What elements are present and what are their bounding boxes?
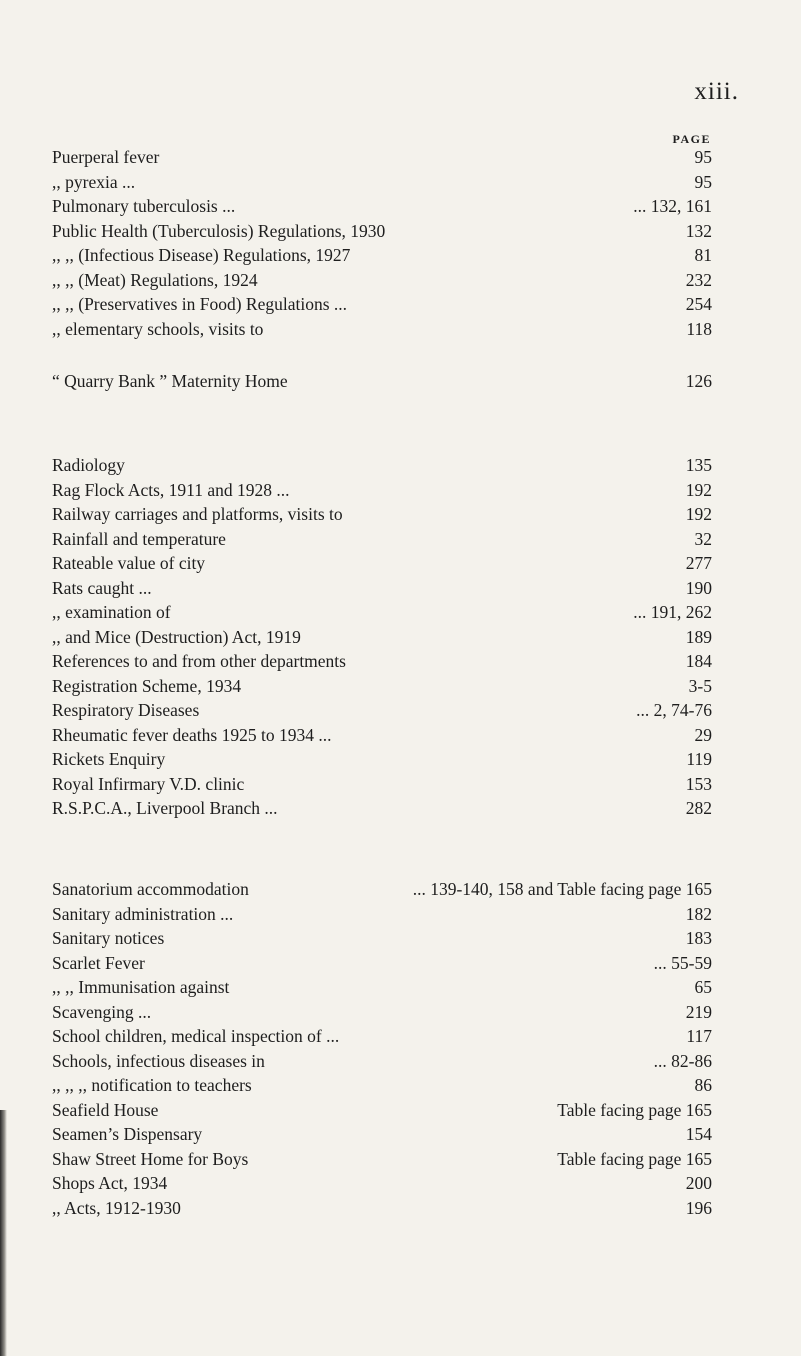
index-entry-page: 282 bbox=[685, 798, 712, 818]
index-entry-text: ,, elementary schools, visits to bbox=[52, 318, 264, 339]
index-entry-page: ... 2, 74-76 bbox=[636, 700, 712, 720]
index-entry-page: 277 bbox=[685, 553, 712, 573]
index-entry-page: 29 bbox=[694, 724, 712, 745]
index-entry bbox=[0, 1000, 801, 1024]
index-entry-page: 254 bbox=[685, 294, 712, 314]
index-entry-page: 182 bbox=[685, 903, 712, 924]
index-entry-reference: Table facing page 165 bbox=[557, 1099, 712, 1120]
index-entry-text: Sanitary administration ... bbox=[52, 903, 234, 924]
index-entry-page: ... 82-86 bbox=[653, 1050, 712, 1071]
index-entry-text: ,, ,, (Infectious Disease) Regulations, 1927 bbox=[52, 245, 351, 265]
index-entry-text: Scarlet Fever bbox=[52, 952, 145, 973]
index-entry-text: Seamen’s Dispensary bbox=[52, 1124, 203, 1144]
index-entry-text: Pulmonary tuberculosis ... bbox=[52, 196, 236, 216]
index-entry bbox=[0, 902, 801, 926]
index-entry-page: 118 bbox=[686, 318, 712, 339]
index-entry-page: 3-5 bbox=[688, 675, 712, 696]
index-entry bbox=[0, 649, 801, 673]
index-entry bbox=[0, 1196, 801, 1220]
index-entry bbox=[0, 268, 801, 292]
index-entry-page: 86 bbox=[694, 1075, 712, 1095]
index-entry-text: ,, ,, (Preservatives in Food) Regulations ... bbox=[52, 294, 348, 314]
index-entry-text: Radiology bbox=[52, 455, 125, 475]
index-entry bbox=[0, 926, 801, 950]
page-number: xiii. bbox=[694, 78, 739, 105]
index-entry-page: 184 bbox=[685, 651, 712, 671]
index-entry-page: 189 bbox=[685, 626, 712, 647]
index-entry-text: Rateable value of city bbox=[52, 553, 206, 573]
index-entry-text: ,, ,, Immunisation against bbox=[52, 977, 230, 997]
index-entry bbox=[0, 1147, 801, 1171]
index-entry bbox=[0, 674, 801, 698]
index-entry-page: 65 bbox=[694, 977, 712, 997]
index-entry-page: 196 bbox=[685, 1197, 712, 1218]
index-entry-page: ... 55-59 bbox=[653, 952, 712, 973]
index-entry-text: Registration Scheme, 1934 bbox=[52, 675, 242, 696]
index-entry-text: Shops Act, 1934 bbox=[52, 1173, 168, 1193]
index-entry-page: 154 bbox=[685, 1124, 712, 1144]
index-entry-page: 190 bbox=[685, 577, 712, 598]
index-entry-page: 219 bbox=[685, 1001, 712, 1022]
index-entry bbox=[0, 1122, 801, 1146]
index-entry bbox=[0, 317, 801, 341]
index-entry bbox=[0, 698, 801, 722]
index-entry-text: Rainfall and temperature bbox=[52, 528, 226, 549]
index-entry bbox=[0, 170, 801, 194]
index-entry-page: 95 bbox=[694, 171, 712, 192]
index-entry-text: School children, medical inspection of ... bbox=[52, 1026, 340, 1046]
index-entry-text: ,, Acts, 1912-1930 bbox=[52, 1197, 181, 1218]
index-entry bbox=[0, 1024, 801, 1048]
index-entry bbox=[0, 1073, 801, 1097]
index-entry-text: ,, and Mice (Destruction) Act, 1919 bbox=[52, 626, 301, 647]
index-entry-page: ... 191, 262 bbox=[633, 602, 712, 622]
index-entry bbox=[0, 243, 801, 267]
index-entry-page: 192 bbox=[685, 504, 712, 524]
index-entry-page: 153 bbox=[685, 773, 712, 794]
index-entry bbox=[0, 502, 801, 526]
index-entry-text: R.S.P.C.A., Liverpool Branch ... bbox=[52, 798, 278, 818]
index-entry-page: 232 bbox=[685, 269, 712, 290]
index-entry bbox=[0, 1049, 801, 1073]
index-entry-text: Sanitary notices bbox=[52, 928, 165, 948]
index-entry-text: ,, examination of bbox=[52, 602, 171, 622]
index-entry bbox=[0, 1098, 801, 1122]
index-entry-text: Rickets Enquiry bbox=[52, 749, 166, 769]
index-entry bbox=[0, 877, 801, 901]
index-entry-page: 126 bbox=[685, 371, 712, 391]
index-entry bbox=[0, 723, 801, 747]
index-entry bbox=[0, 145, 801, 169]
index-entry bbox=[0, 975, 801, 999]
index-entry-page: 32 bbox=[694, 528, 712, 549]
index-entry bbox=[0, 194, 801, 218]
index-entry-page: 200 bbox=[685, 1173, 712, 1193]
index-entry bbox=[0, 1171, 801, 1195]
index-entry-page: 95 bbox=[694, 147, 712, 167]
index-entry bbox=[0, 369, 801, 393]
index-entry-text: Rag Flock Acts, 1911 and 1928 ... bbox=[52, 479, 290, 500]
index-entry-reference: Table facing page 165 bbox=[557, 1148, 712, 1169]
index-entry-text: ,, pyrexia ... bbox=[52, 171, 136, 192]
index-entry bbox=[0, 600, 801, 624]
index-entry bbox=[0, 796, 801, 820]
index-entry bbox=[0, 625, 801, 649]
page-column-heading: PAGE bbox=[672, 132, 711, 146]
index-entry-page: 132 bbox=[685, 220, 712, 241]
index-entry-page: 119 bbox=[686, 749, 712, 769]
index-entry-reference: ... 139-140, 158 and Table facing page 165 bbox=[412, 879, 712, 899]
index-entry-page: 183 bbox=[685, 928, 712, 948]
index-entry-text: ,, ,, ,, notification to teachers bbox=[52, 1075, 252, 1095]
index-entry-text: Royal Infirmary V.D. clinic bbox=[52, 773, 245, 794]
index-entry-text: Rats caught ... bbox=[52, 577, 152, 598]
index-entry-text: Railway carriages and platforms, visits to bbox=[52, 504, 343, 524]
index-entry bbox=[0, 551, 801, 575]
index-entry-text: Public Health (Tuberculosis) Regulations, 1930 bbox=[52, 220, 386, 241]
index-entry-text: Scavenging ... bbox=[52, 1001, 152, 1022]
index-entry-page: 192 bbox=[685, 479, 712, 500]
index-entry bbox=[0, 576, 801, 600]
index-entry-text: Schools, infectious diseases in bbox=[52, 1050, 265, 1071]
index-entry-page: 135 bbox=[685, 455, 712, 475]
page-edge-shadow bbox=[0, 1110, 7, 1356]
index-entry-text: ,, ,, (Meat) Regulations, 1924 bbox=[52, 269, 258, 290]
index-entry bbox=[0, 292, 801, 316]
index-entry-text: Respiratory Diseases bbox=[52, 700, 200, 720]
index-entry bbox=[0, 478, 801, 502]
index-entry-page: 117 bbox=[686, 1026, 712, 1046]
index-entry-page: ... 132, 161 bbox=[633, 196, 712, 216]
index-entry bbox=[0, 527, 801, 551]
index-entry bbox=[0, 747, 801, 771]
index-entry-text: Shaw Street Home for Boys bbox=[52, 1148, 249, 1169]
index-entry-page: 81 bbox=[694, 245, 712, 265]
index-entry-text: Rheumatic fever deaths 1925 to 1934 ... bbox=[52, 724, 332, 745]
index-entry-text: “ Quarry Bank ” Maternity Home bbox=[52, 371, 288, 391]
index-entry-text: Sanatorium accommodation bbox=[52, 879, 249, 899]
index-entry bbox=[0, 772, 801, 796]
index-entry bbox=[0, 219, 801, 243]
index-entry-text: Seafield House bbox=[52, 1099, 159, 1120]
index-entry bbox=[0, 453, 801, 477]
index-entry-text: References to and from other departments bbox=[52, 651, 346, 671]
index-entry bbox=[0, 951, 801, 975]
index-entry-text: Puerperal fever bbox=[52, 147, 160, 167]
